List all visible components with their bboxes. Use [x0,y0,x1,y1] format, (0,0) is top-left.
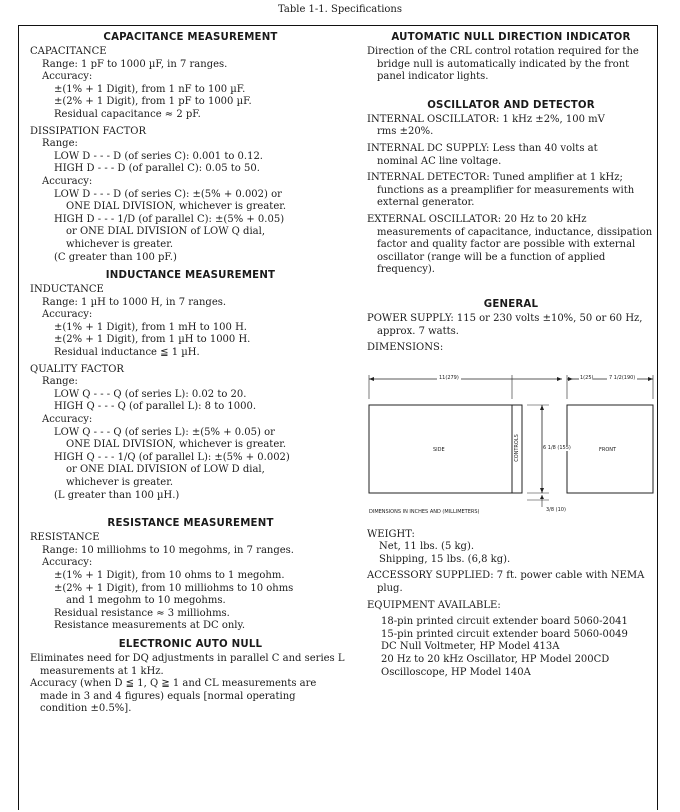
accessory-supplied: ACCESSORY SUPPLIED: 7 ft. power cable with NEMA plug. [367,570,645,595]
inductance-line: or ONE DIAL DIVISION of LOW D dial, [66,464,265,476]
resistance-line: Range: 10 milliohms to 10 megohms, in 7 ranges. [42,544,294,556]
null-indicator-heading: AUTOMATIC NULL DIRECTION INDICATOR [391,32,631,43]
weight-net: Net, 11 lbs. (5 kg). [379,541,475,553]
dimensions-drawing [367,359,655,529]
inductance-line: LOW Q - - - Q (of series L): 0.02 to 20. [54,388,247,400]
auto-null-text-1: Eliminates need for DQ adjustments in parallel C and series L measurements at 1 kHz. [30,652,345,677]
foot-label: 3/8 (10) [546,506,566,513]
capacitance-line: Range: 1 pF to 1000 µF, in 7 ranges. [42,58,228,70]
capacitance-line: ±(1% + 1 Digit), from 1 nF to 100 µF. [54,83,246,95]
inductance-line: Range: 1 µH to 1000 H, in 7 ranges. [42,296,227,308]
external-oscillator: EXTERNAL OSCILLATOR: 20 Hz to 20 kHz measurements of capacitance, inductance, dissipation factor and quality factor are possible with external oscillator (range will be a function of applied frequency). [367,213,653,276]
null-indicator-text: Direction of the CRL control rotation required for the bridge null is automatically indicated by the front panel indicator lights. [367,46,639,83]
capacitance-line: HIGH D - - - 1/D (of parallel C): ±(5% + 0.05) [54,213,285,225]
equipment-item: 20 Hz to 20 kHz Oscillator, HP Model 200CD [381,654,610,666]
inductance-heading: INDUCTANCE MEASUREMENT [105,270,276,282]
capacitance-line: Accuracy: [42,175,93,187]
dimensions-caption: DIMENSIONS IN INCHES AND (MILLIMETERS) [369,508,480,515]
side-label: SIDE [433,446,445,453]
inductance-line: (L greater than 100 µH.) [54,489,180,501]
resistance-line: ±(2% + 1 Digit), from 10 milliohms to 10 ohms [54,582,294,594]
auto-null-text-2: Accuracy (when D ≦ 1, Q ≧ 1 and CL measurements are made in 3 and 4 figures) equals [normal operating condition ±0.5%]. [30,678,317,715]
inductance-line: ±(1% + 1 Digit), from 1 mH to 100 H. [54,321,247,333]
resistance-line: ±(1% + 1 Digit), from 10 ohms to 1 megohm. [54,569,285,581]
capacitance-heading: CAPACITANCE MEASUREMENT [103,32,278,43]
weight-shipping: Shipping, 15 lbs. (6,8 kg). [379,553,511,565]
equipment-item: 15-pin printed circuit extender board 5060-0049 [381,628,628,640]
equipment-item: Oscilloscope, HP Model 140A [381,666,531,678]
capacitance-line: ±(2% + 1 Digit), from 1 pF to 1000 µF. [54,96,252,108]
internal-detector: INTERNAL DETECTOR: Tuned amplifier at 1 kHz; functions as a preamplifier for measurements with external generator. [367,172,635,209]
equipment-item: 18-pin printed circuit extender board 5060-2041 [381,616,628,628]
capacitance-line: CAPACITANCE [30,46,107,57]
resistance-line: Resistance measurements at DC only. [54,620,245,632]
resistance-line: Accuracy: [42,557,93,569]
capacitance-line: Residual capacitance ≈ 2 pF. [54,108,201,120]
equipment-item: DC Null Voltmeter, HP Model 413A [381,641,560,653]
inductance-line: Accuracy: [42,414,93,426]
resistance-heading: RESISTANCE MEASUREMENT [107,518,274,530]
table-title: Table 1-1. Specifications [277,4,403,15]
capacitance-line: Range: [42,138,78,150]
controls-label: CONTROLS [513,433,520,462]
equipment-label: EQUIPMENT AVAILABLE: [367,599,501,611]
resistance-line: Residual resistance ≈ 3 milliohms. [54,607,230,619]
resistance-line: RESISTANCE [30,532,100,544]
capacitance-section [30,46,351,264]
capacitance-line: DISSIPATION FACTOR [30,125,147,137]
left-column [19,26,355,716]
oscillator-heading: OSCILLATOR AND DETECTOR [427,99,595,111]
weight-label: WEIGHT: [367,528,415,540]
inductance-line: Residual inductance ≦ 1 µH. [54,347,200,359]
capacitance-line: (C greater than 100 pF.) [54,251,177,263]
front-label: FRONT [599,446,617,453]
capacitance-line: HIGH D - - - D (of parallel C): 0.05 to 50. [54,163,260,175]
height-label: 6 1/8 (155) [543,444,571,451]
inductance-line: ONE DIAL DIVISION, whichever is greater. [66,439,287,451]
inductance-line: INDUCTANCE [30,284,104,296]
internal-oscillator: INTERNAL OSCILLATOR: 1 kHz ±2%, 100 mV rms ±20%. [367,113,605,138]
inductance-line: HIGH Q - - - Q (of parallel L): 8 to 1000. [54,401,257,413]
resistance-section [30,532,351,633]
inductance-line: LOW Q - - - Q (of series L): ±(5% + 0.05) or [54,426,275,438]
capacitance-line: LOW D - - - D (of series C): 0.001 to 0.12. [54,150,263,162]
dimensions-label: DIMENSIONS: [367,342,444,354]
general-heading: GENERAL [483,298,539,310]
capacitance-line: Accuracy: [42,71,93,83]
width-label: 11(279) [439,374,459,381]
spec-frame [18,25,658,810]
inductance-line: Range: [42,376,78,388]
inductance-line: ±(2% + 1 Digit), from 1 µH to 1000 H. [54,334,251,346]
power-supply: POWER SUPPLY: 115 or 230 volts ±10%, 50 or 60 Hz, approx. 7 watts. [367,312,643,337]
resistance-line: and 1 megohm to 10 megohms. [66,595,226,607]
capacitance-line: whichever is greater. [66,238,174,250]
capacitance-line: ONE DIAL DIVISION, whichever is greater. [66,201,287,213]
inductance-line: Accuracy: [42,309,93,321]
capacitance-line: LOW D - - - D (of series C): ±(5% + 0.002) or [54,188,282,200]
inductance-line: QUALITY FACTOR [30,363,124,375]
auto-null-heading: ELECTRONIC AUTO NULL [118,638,263,650]
dimensions-diagram [367,359,657,529]
depth-label: 1(25) [580,374,594,381]
inductance-section [30,284,351,502]
capacitance-line: or ONE DIAL DIVISION of LOW Q dial, [66,226,265,238]
right-column [355,26,659,679]
equipment-list [367,616,655,679]
inductance-line: whichever is greater. [66,477,174,488]
front-width-label: 7 1/2(190) [609,374,636,381]
inductance-line: HIGH Q - - - 1/Q (of parallel L): ±(5% + 0.002) [54,451,290,463]
internal-dc-supply: INTERNAL DC SUPPLY: Less than 40 volts at nominal AC line voltage. [367,142,598,167]
